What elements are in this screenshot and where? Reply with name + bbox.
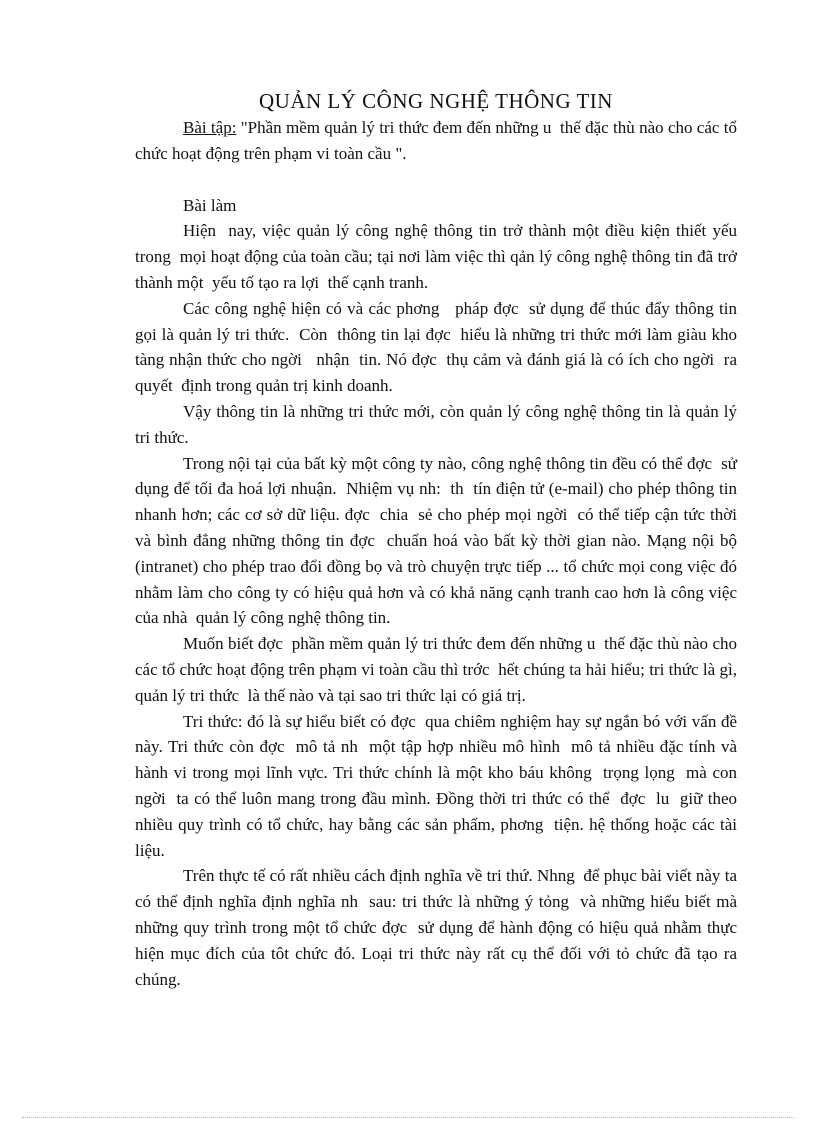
assignment-paragraph: [135, 115, 737, 167]
page-title: QUẢN LÝ CÔNG NGHỆ THÔNG TIN: [259, 89, 613, 113]
body-paragraph: Hiện nay, việc quản lý công nghệ thông tin trở thành một điều kiện thiết yếu trong mọi hoạt động của toàn cầu; tại nơi làm việc thì qản lý công nghệ thông tin đã trở thành một yếu tố tạo ra lợi thế cạnh tranh.: [135, 221, 737, 292]
body-paragraph: Các công nghệ hiện có và các phơng pháp đợc sử dụng để thúc đẩy thông tin gọi là quản lý tri thức. Còn thông tin lại đợc hiểu là những tri thức mới làm giàu kho tàng nhận thức cho ngời nhận tin. Nó đợc thụ cảm và đánh giá là có ích cho ngời ra quyết định trong quản trị kinh doanh.: [135, 298, 737, 396]
body-paragraph: Trên thực tế có rất nhiều cách định nghĩa về tri thứ. Nhng để phục bài viết này ta có thể định nghĩa định nghĩa nh sau: tri thức là những ý tỏng và những hiểu biết mà những quy trình trong một tổ chức đợc sử dụng để hành động có hiệu quả nhằm thực hiện mục đích của tôt chức đó. Loại tri thức này rất cụ thể đối với tỏ chức đã tạo ra chúng.: [135, 866, 737, 989]
body-paragraph: Trong nội tại của bất kỳ một công ty nào, công nghệ thông tin đều có thể đợc sử dụng để tối đa hoá lợi nhuận. Nhiệm vụ nh: th tín điện tử (e-mail) cho phép thông tin nhanh hơn; các cơ sở dữ liệu. đợc chia sẻ cho phép mọi ngời có thể tiếp cận tức thời và bình đẳng những thông tin đợc chuẩn hoá vào bất kỳ thời gian nào. Mạng nội bộ (intranet) cho phép trao đổi đồng bọ và trò chuyện trực tiếp ... tổ chức mọi cong việc đó nhằm làm cho công ty có hiệu quả hơn và có khả năng cạnh tranh cao hơn là công việc của nhà quản lý công nghệ thông tin.: [135, 453, 737, 628]
assignment-text: "Phần mềm quản lý tri thức đem đến những u thế đặc thù nào cho các tổ chức hoạt động trên phạm vi toàn cầu ".: [135, 118, 737, 163]
page-break-dotted-line: [22, 1117, 794, 1118]
body-paragraph: Muốn biết đợc phần mềm quản lý tri thức đem đến những u thế đặc thù nào cho các tổ chức hoạt động trên phạm vi toàn cầu thì trớc hết chúng ta hải hiểu; tri thức là gì, quản lý tri thức là thế nào và tại sao tri thức lại có giá trị.: [135, 634, 737, 705]
body-paragraph: Vậy thông tin là những tri thức mới, còn quản lý công nghệ thông tin là quản lý tri thức.: [135, 401, 737, 447]
section-heading: Bài làm: [183, 195, 237, 215]
assignment-label: Bài tập:: [183, 118, 237, 137]
body-paragraph: Tri thức: đó là sự hiểu biết có đợc qua chiêm nghiệm hay sự ngắn bó với vấn đề này. Tri thức còn đợc mô tả nh một tập hợp nhiều mô hình mô tả nhiều đặc tính và hành vi trong mọi lĩnh vực. Tri thức chính là một kho báu không trọng lọng mà con ngời ta có thể luôn mang trong đầu mình. Đồng thời tri thức có thể đợc lu giữ theo nhiều quy trình có tổ chức, hay bằng các sản phẩm, phơng tiện. hệ thống hoặc các tài liệu.: [135, 711, 737, 860]
